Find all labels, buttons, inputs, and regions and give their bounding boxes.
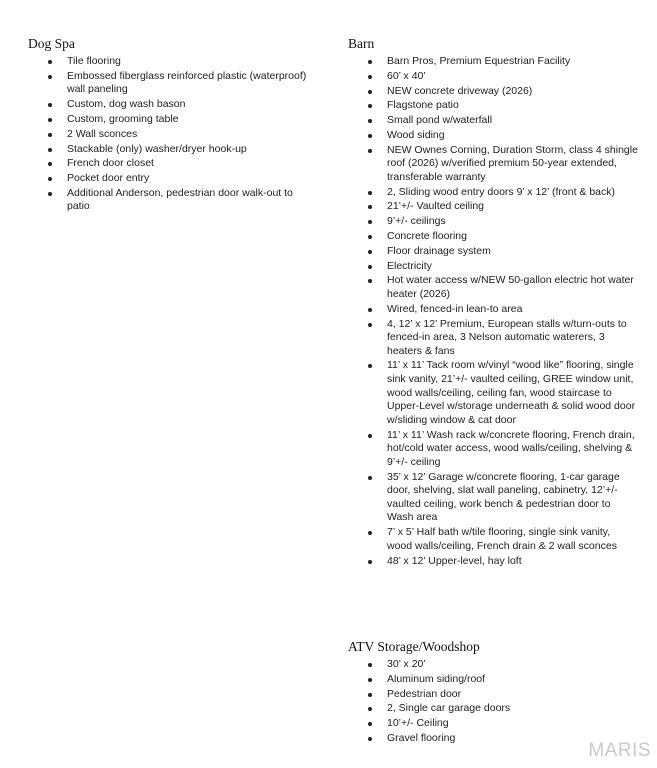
dog-spa-section xyxy=(28,36,308,215)
list-item: 21’+/- Vaulted ceiling xyxy=(348,200,638,214)
list-item: French door closet xyxy=(28,157,308,171)
list-item: Custom, grooming table xyxy=(28,113,308,127)
list-item: 2 Wall sconces xyxy=(28,128,308,142)
list-item: Pedestrian door xyxy=(348,688,638,702)
list-item: Hot water access w/NEW 50-gallon electric hot water heater (2026) xyxy=(348,274,638,301)
list-item: Floor drainage system xyxy=(348,245,638,259)
list-item: Tile flooring xyxy=(28,55,308,69)
list-item: 30’ x 20’ xyxy=(348,658,638,672)
dog-spa-list xyxy=(28,55,308,214)
atv-title: ATV Storage/Woodshop xyxy=(348,639,480,654)
list-item: 9’+/- ceilings xyxy=(348,215,638,229)
maris-watermark: MARIS xyxy=(588,740,651,761)
list-item: NEW concrete driveway (2026) xyxy=(348,85,638,99)
dog-spa-title: Dog Spa xyxy=(28,36,75,51)
list-item: 35’ x 12’ Garage w/concrete flooring, 1-car garage door, shelving, slat wall paneling, cabinetry, 12’+/- vaulted ceiling, work bench & pedestrian door to Wash area xyxy=(348,471,638,525)
list-item: 48’ x 12’ Upper-level, hay loft xyxy=(348,555,638,569)
list-item: Aluminum siding/roof xyxy=(348,673,638,687)
list-item: Stackable (only) washer/dryer hook-up xyxy=(28,143,308,157)
list-item: Embossed fiberglass reinforced plastic (waterproof) wall paneling xyxy=(28,70,308,97)
list-item: 10’+/- Ceiling xyxy=(348,717,638,731)
list-item: 7’ x 5’ Half bath w/tile flooring, single sink vanity, wood walls/ceiling, French drain & 2 wall sconces xyxy=(348,526,638,553)
list-item: Electricity xyxy=(348,260,638,274)
list-item: Additional Anderson, pedestrian door walk-out to patio xyxy=(28,187,308,214)
atv-list xyxy=(348,658,638,746)
barn-section xyxy=(348,36,638,569)
list-item: Barn Pros, Premium Equestrian Facility xyxy=(348,55,638,69)
list-item: Pocket door entry xyxy=(28,172,308,186)
list-item: 2, Single car garage doors xyxy=(348,702,638,716)
list-item: Custom, dog wash bason xyxy=(28,98,308,112)
list-item: Flagstone patio xyxy=(348,99,638,113)
list-item: 11’ x 11’ Wash rack w/concrete flooring, French drain, hot/cold water access, wood walls/ceiling, shelving & 9’+/- ceiling xyxy=(348,429,638,470)
list-item: 2, Sliding wood entry doors 9’ x 12’ (front & back) xyxy=(348,186,638,200)
list-item: Wood siding xyxy=(348,129,638,143)
list-item: Wired, fenced-in lean-to area xyxy=(348,303,638,317)
list-item: NEW Ownes Corning, Duration Storm, class 4 shingle roof (2026) w/verified premium 50-year extended, transferable warranty xyxy=(348,144,638,185)
list-item: 11’ x 11’ Tack room w/vinyl “wood like” flooring, single sink vanity, 21’+/- vaulted ceiling, GREE window unit, wood walls/ceiling, ceiling fan, wood staircase to Upper-Level w/storage underneath & solid wood door w/sliding window & cat door xyxy=(348,359,638,427)
list-item: Concrete flooring xyxy=(348,230,638,244)
atv-section xyxy=(348,639,638,747)
barn-list xyxy=(348,55,638,568)
list-item: 4, 12’ x 12’ Premium, European stalls w/turn-outs to fenced-in area, 3 Nelson automatic waterers, 3 heaters & fans xyxy=(348,318,638,359)
barn-title: Barn xyxy=(348,36,375,51)
list-item: Gravel flooring xyxy=(348,732,638,746)
list-item: Small pond w/waterfall xyxy=(348,114,638,128)
list-item: 60’ x 40’ xyxy=(348,70,638,84)
